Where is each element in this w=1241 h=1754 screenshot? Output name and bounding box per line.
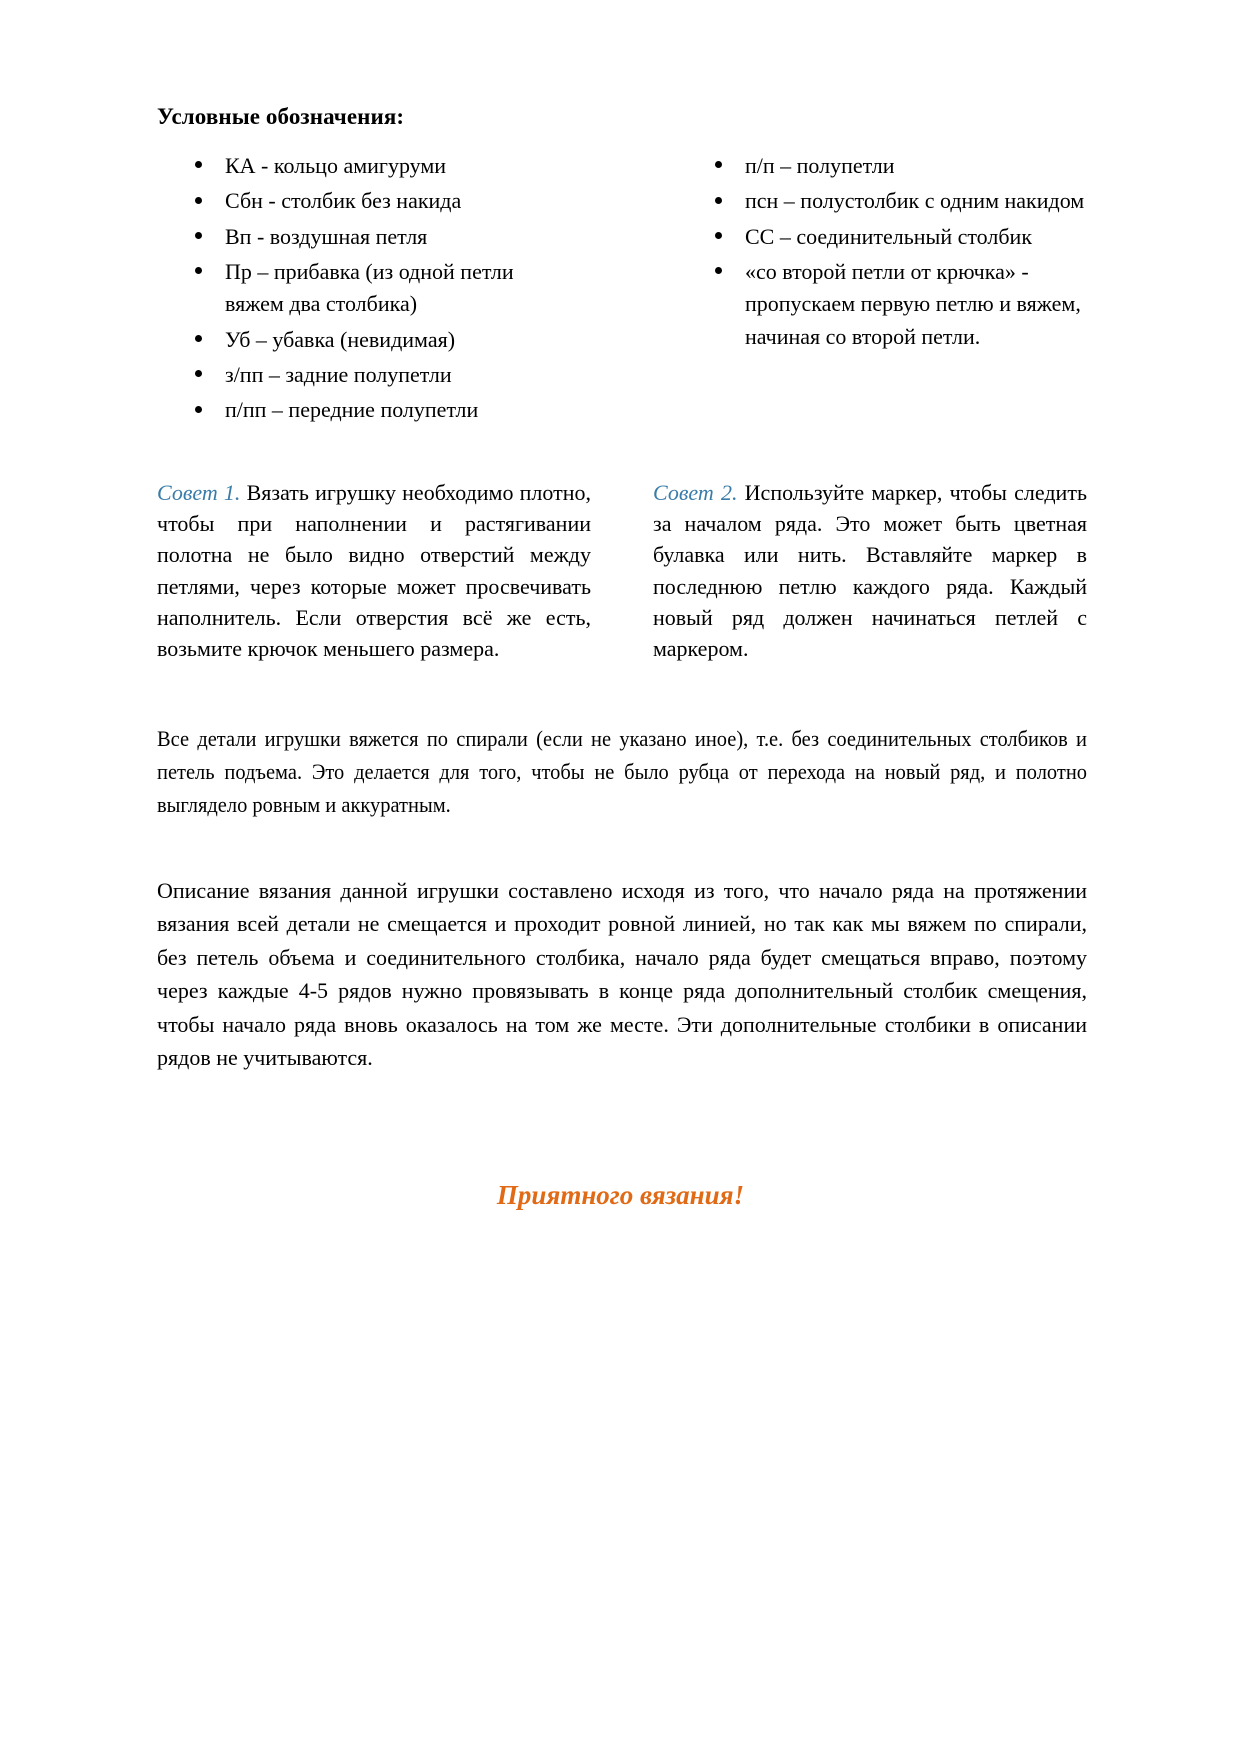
list-item — [677, 221, 1087, 253]
tip-2-label: Совет 2. — [653, 480, 738, 505]
bullet-icon — [195, 335, 202, 342]
abbreviation-text: СС – соединительный столбик — [745, 223, 1033, 249]
bullet-icon — [195, 197, 202, 204]
list-item — [677, 256, 1087, 353]
abbreviation-text: Вп - воздушная петля — [225, 223, 428, 249]
abbreviations-left-column — [157, 150, 567, 430]
abbreviation-text: Сбн - столбик без накида — [225, 188, 462, 214]
list-item — [157, 394, 567, 426]
list-item — [157, 324, 567, 356]
paragraph-spiral-knitting: Все детали игрушки вяжется по спирали (если не указано иное), т.е. без соединительных столбиков и петель подъема. Это делается для того, чтобы не было рубца от перехода на новый ряд, и полотно выглядело ровным и аккуратным. — [157, 726, 1087, 817]
list-item — [677, 150, 1087, 182]
legend-heading: Условные обозначения: — [157, 104, 405, 129]
bullet-icon — [195, 406, 202, 413]
list-item — [157, 221, 567, 253]
list-item — [677, 185, 1087, 217]
abbreviation-text: Пр – прибавка (из одной петли вяжем два столбика) — [225, 258, 514, 317]
abbreviations-right-column — [677, 150, 1087, 430]
list-item — [157, 359, 567, 391]
tip-1 — [157, 477, 591, 664]
bullet-icon — [715, 197, 722, 204]
bullet-icon — [195, 267, 202, 274]
abbreviation-list-right — [677, 150, 1087, 353]
abbreviation-text: з/пп – задние полупетли — [225, 361, 452, 387]
abbreviation-text: КА - кольцо амигуруми — [225, 153, 447, 178]
bullet-icon — [195, 232, 202, 239]
tip-1-label: Совет 1. — [157, 480, 241, 505]
bullet-icon — [715, 232, 722, 239]
bullet-icon — [715, 267, 722, 274]
paragraph-pattern-description: Описание вязания данной игрушки составлено исходя из того, что начало ряда на протяжении вязания всей детали не смещается и проходит ровной линией, но так как мы вяжем по спирали, без петель объема и соединительного столбика, начало ряда будет смещаться вправо, поэтому через каждые 4-5 рядов нужно провязывать в конце ряда дополнительный столбик смещения, чтобы начало ряда вновь оказалось на том же месте. Эти дополнительные столбики в описании рядов не учитываются. — [157, 878, 1087, 1071]
abbreviation-text: псн – полустолбик с одним накидом — [745, 188, 1085, 214]
abbreviation-text: п/пп – передние полупетли — [225, 397, 479, 423]
bullet-icon — [195, 370, 202, 377]
abbreviation-text: п/п – полупетли — [745, 153, 895, 178]
list-item — [157, 256, 567, 321]
tip-1-text: Вязать игрушку необходимо плотно, чтобы при наполнении и растягивании полотна не было видно отверстий между петлями, через которые может просвечивать наполнитель. Если отверстия всё же есть, возьмите крючок меньшего размера. — [157, 480, 591, 662]
closing-message: Приятного вязания! — [496, 1180, 745, 1210]
tip-2-text: Используйте маркер, чтобы следить за началом ряда. Это может быть цветная булавка или нить. Вставляйте маркер в последнюю петлю каждого ряда. Каждый новый ряд должен начинаться петлей с маркером. — [653, 480, 1087, 662]
abbreviation-text: «со второй петли от крючка» - пропускаем первую петлю и вяжем, начиная со второй петли. — [745, 258, 1081, 349]
list-item — [157, 150, 567, 182]
abbreviation-list-left — [157, 150, 567, 427]
tip-2 — [653, 477, 1087, 664]
abbreviation-text: Уб – убавка (невидимая) — [225, 326, 456, 352]
tips-section — [157, 477, 1087, 664]
bullet-icon — [715, 161, 722, 168]
bullet-icon — [195, 161, 202, 168]
abbreviations-section — [157, 150, 1087, 430]
list-item — [157, 185, 567, 217]
